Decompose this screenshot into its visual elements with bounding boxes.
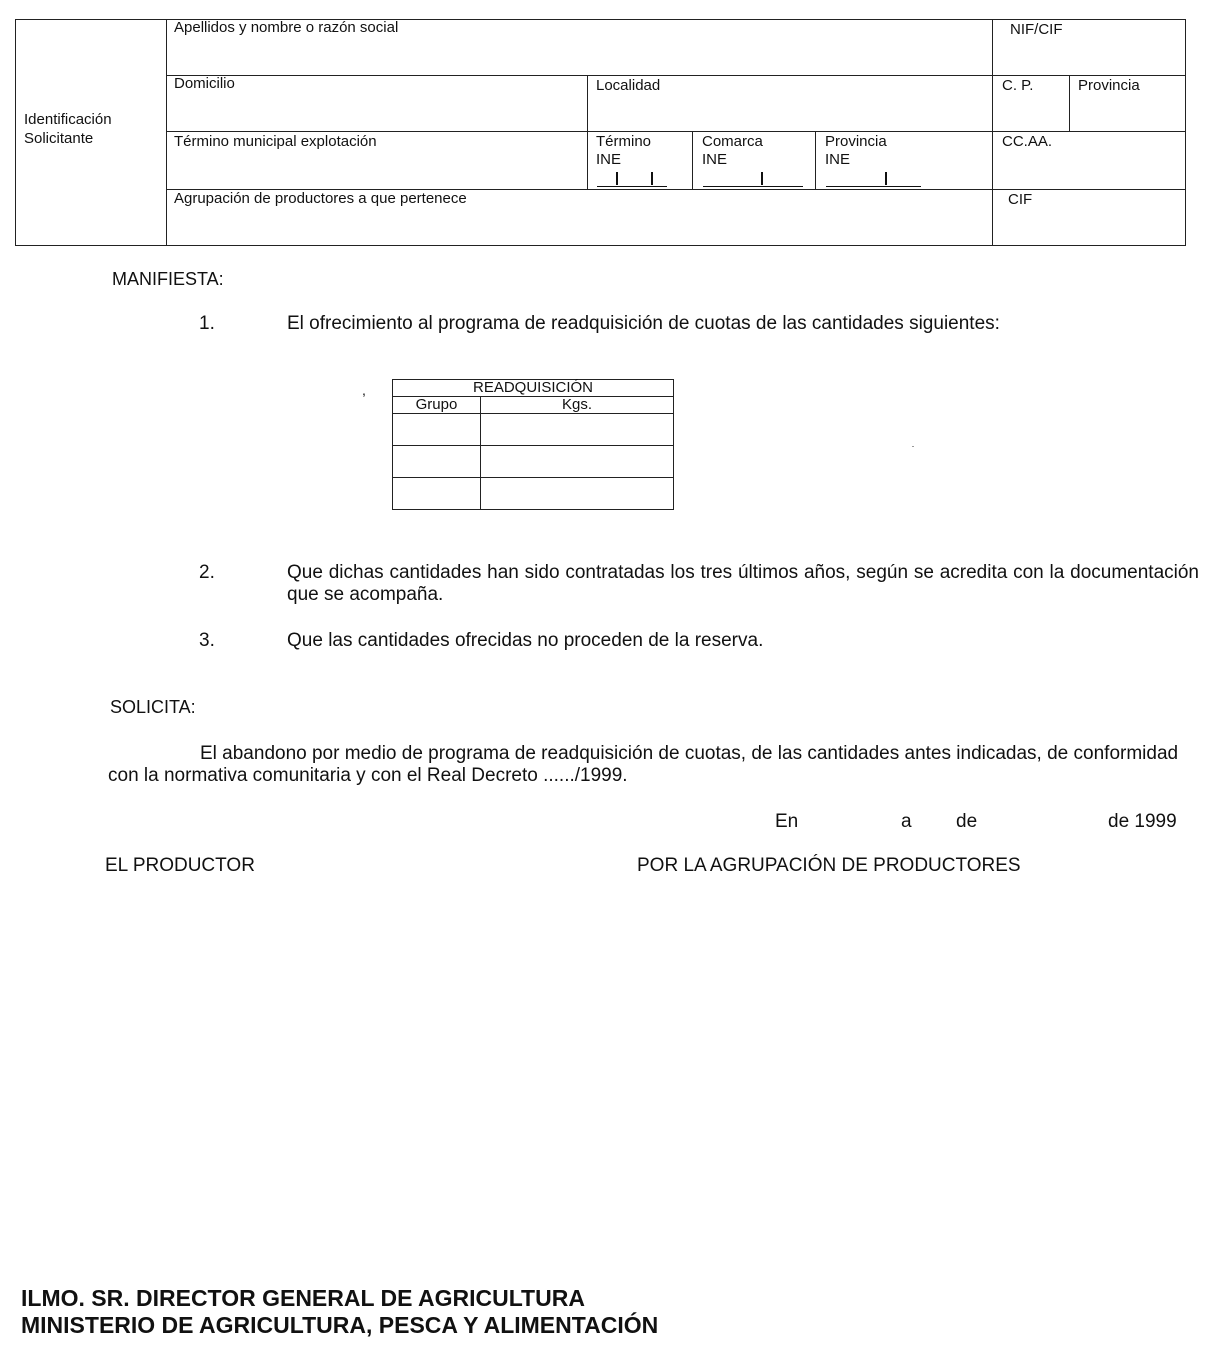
agrupacion-label: Agrupación de productores a que pertenece [174, 190, 467, 207]
table-row [393, 478, 674, 510]
localidad-label: Localidad [596, 77, 661, 94]
column-header-kgs: Kgs. [481, 397, 674, 414]
termino-municipal-label: Término municipal explotación [174, 133, 377, 150]
readquisicion-table [392, 379, 674, 510]
item-1-number: 1. [199, 313, 215, 334]
cp-label: C. P. [1002, 77, 1034, 94]
addressee-title: ILMO. SR. DIRECTOR GENERAL DE AGRICULTURA [21, 1285, 585, 1311]
item-2-text: Que dichas cantidades han sido contratadas los tres últimos años, según se acredita con la documentación que se acompaña. [287, 562, 1199, 605]
item-3-text: Que las cantidades ofrecidas no proceden de la reserva. [287, 630, 764, 651]
item-3-number: 3. [199, 630, 215, 651]
comarca-ine-digit-divider [761, 172, 763, 185]
manifiesta-heading: MANIFIESTA: [112, 269, 224, 289]
item-1-text: El ofrecimiento al programa de readquisición de cuotas de las cantidades siguientes: [287, 313, 1000, 334]
ccaa-label: CC.AA. [1002, 133, 1053, 150]
name-label: Apellidos y nombre o razón social [174, 19, 399, 36]
kgs-cell[interactable] [481, 446, 674, 478]
date-en: En [775, 811, 799, 832]
table-row [393, 446, 674, 478]
provincia-label: Provincia [1078, 77, 1140, 94]
item-2-number: 2. [199, 562, 215, 583]
date-year: de 1999 [1108, 811, 1177, 832]
domicilio-label: Domicilio [174, 75, 235, 92]
cif-label: CIF [1008, 191, 1033, 208]
grupo-cell[interactable] [393, 446, 481, 478]
kgs-cell[interactable] [481, 478, 674, 510]
termino-ine-digit-divider [616, 172, 618, 185]
comarca-ine-label: Comarca INE [702, 133, 763, 168]
kgs-cell[interactable] [481, 414, 674, 446]
table-title: READQUISICIÓN [393, 380, 674, 397]
termino-ine-digit-divider [651, 172, 653, 185]
column-header-grupo: Grupo [393, 397, 481, 414]
grupo-cell[interactable] [393, 478, 481, 510]
nif-label: NIF/CIF [1010, 21, 1063, 38]
stray-mark: , [362, 382, 366, 398]
termino-ine-digit-baseline [597, 186, 667, 187]
table-row [393, 414, 674, 446]
solicita-text: El abandono por medio de programa de readquisición de cuotas, de las cantidades antes indicadas, de conformidad con la normativa comunitaria y con el Real Decreto ....../1999. [108, 743, 1179, 786]
comarca-ine-digit-baseline [703, 186, 803, 187]
signature-productor: EL PRODUCTOR [105, 855, 255, 876]
date-a: a [901, 811, 912, 832]
grupo-cell[interactable] [393, 414, 481, 446]
provincia-ine-label: Provincia INE [825, 133, 887, 168]
signature-agrupacion: POR LA AGRUPACIÓN DE PRODUCTORES [637, 855, 1021, 876]
provincia-ine-digit-divider [885, 172, 887, 185]
addressee-ministry: MINISTERIO DE AGRICULTURA, PESCA Y ALIMENTACIÓN [21, 1312, 659, 1338]
stray-dot [912, 446, 914, 447]
termino-ine-label: Término INE [596, 133, 652, 168]
date-de: de [956, 811, 978, 832]
solicita-heading: SOLICITA: [110, 697, 196, 717]
provincia-ine-digit-baseline [826, 186, 921, 187]
section-label: Identificación Solicitante [24, 111, 112, 147]
